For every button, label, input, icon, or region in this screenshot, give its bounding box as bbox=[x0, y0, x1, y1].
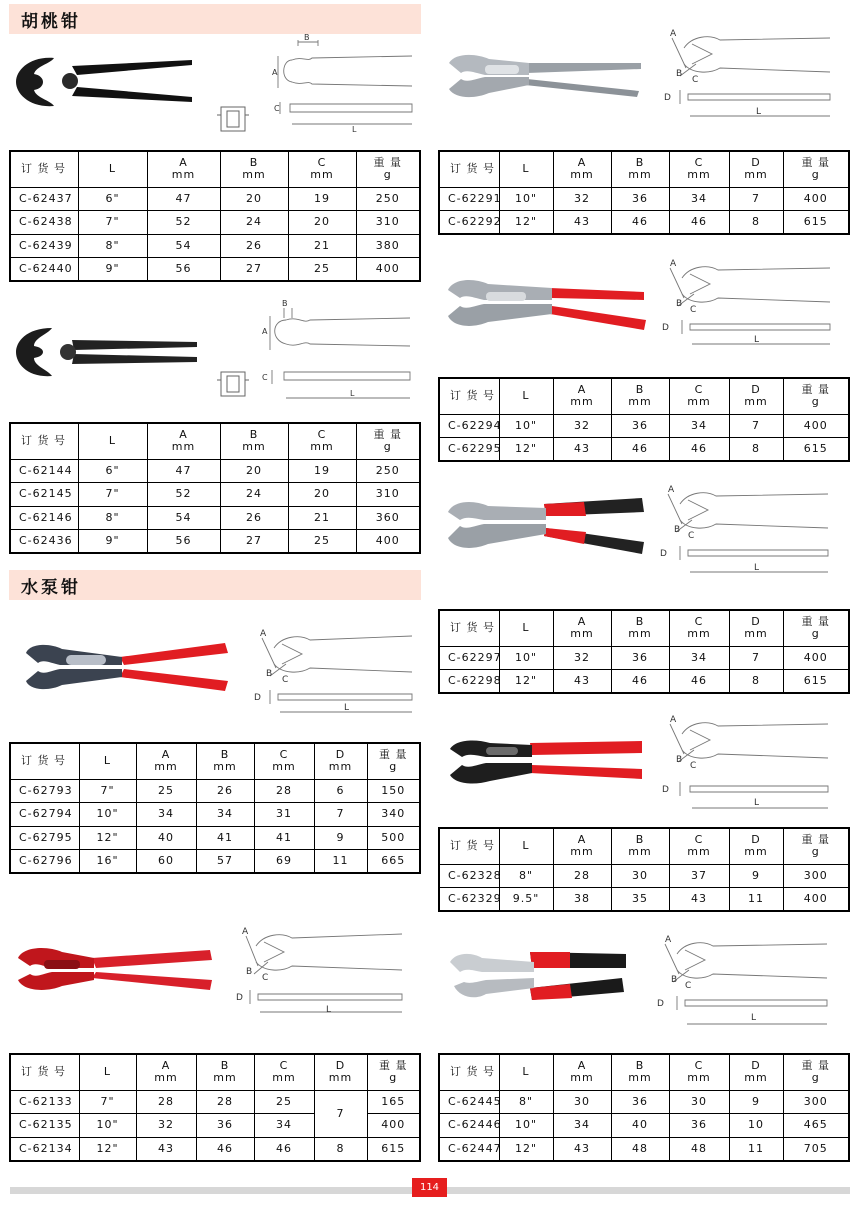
header-c: C mm bbox=[669, 378, 729, 414]
header-c: C mm bbox=[254, 743, 314, 779]
header-d: D mm bbox=[729, 378, 783, 414]
header-weight: 重 量 g bbox=[367, 743, 420, 779]
header-d: D mm bbox=[729, 1054, 783, 1090]
header-c: C mm bbox=[669, 1054, 729, 1090]
header-order-no: 订 货 号 bbox=[10, 743, 79, 779]
pincers-head-view bbox=[215, 103, 251, 135]
header-a: A mm bbox=[553, 610, 611, 646]
water-pump-dimension-drawing bbox=[658, 480, 834, 578]
header-weight: 重 量 g bbox=[367, 1054, 420, 1090]
dim-label-b: B bbox=[246, 967, 253, 977]
dim-label-c: C bbox=[690, 761, 697, 771]
header-weight: 重 量 g bbox=[356, 151, 420, 187]
header-weight: 重 量 g bbox=[783, 1054, 849, 1090]
header-d: D mm bbox=[314, 1054, 367, 1090]
dim-label-l: L bbox=[756, 107, 762, 117]
dim-label-d: D bbox=[664, 93, 671, 103]
dim-label-l: L bbox=[344, 703, 350, 713]
pincers-dimension-drawing bbox=[272, 32, 420, 134]
header-l: L bbox=[499, 828, 553, 864]
dim-label-b: B bbox=[676, 69, 683, 79]
dim-label-b: B bbox=[676, 299, 683, 309]
header-weight: 重 量 g bbox=[356, 423, 420, 459]
dim-label-a: A bbox=[260, 629, 267, 639]
table-row: C-62295 12" 43 46 46 8 615 bbox=[439, 438, 849, 462]
dim-label-b: B bbox=[266, 669, 273, 679]
header-weight: 重 量 g bbox=[783, 151, 849, 187]
header-order-no: 订 货 号 bbox=[10, 423, 78, 459]
spec-table-pincers-1 bbox=[9, 150, 421, 282]
dim-label-c: C bbox=[274, 104, 280, 113]
dim-label-c: C bbox=[262, 373, 268, 382]
header-a: A mm bbox=[147, 151, 220, 187]
dim-label-c: C bbox=[282, 675, 289, 685]
pincers-photo bbox=[12, 322, 202, 382]
water-pump-pliers-photo bbox=[12, 938, 217, 1000]
header-l: L bbox=[499, 378, 553, 414]
spec-table-pincers-2 bbox=[9, 422, 421, 554]
header-a: A mm bbox=[553, 1054, 611, 1090]
dim-label-l: L bbox=[751, 1013, 757, 1023]
header-l: L bbox=[79, 1054, 136, 1090]
dim-label-b: B bbox=[304, 33, 310, 42]
dim-label-d: D bbox=[662, 785, 669, 795]
header-d: D mm bbox=[729, 610, 783, 646]
table-row: C-62297 10" 32 36 34 7 400 bbox=[439, 646, 849, 670]
table-row: C-62436 9" 56 27 25 400 bbox=[10, 530, 420, 554]
header-l: L bbox=[499, 610, 553, 646]
dim-label-c: C bbox=[685, 981, 692, 991]
table-row: C-62292 12" 43 46 46 8 615 bbox=[439, 211, 849, 235]
header-order-no: 订 货 号 bbox=[439, 151, 499, 187]
dim-label-b: B bbox=[674, 525, 681, 535]
dim-label-d: D bbox=[236, 993, 243, 1003]
water-pump-dimension-drawing bbox=[660, 710, 832, 810]
spec-table-water-pump-1 bbox=[9, 742, 421, 874]
table-row: C-62446 10" 34 40 36 10 465 bbox=[439, 1114, 849, 1138]
header-b: B mm bbox=[611, 151, 669, 187]
table-row: C-62134 12" 43 46 46 8 615 bbox=[10, 1137, 420, 1161]
header-order-no: 订 货 号 bbox=[439, 828, 499, 864]
table-row: C-62447 12" 43 48 48 11 705 bbox=[439, 1137, 849, 1161]
dim-label-l: L bbox=[350, 389, 355, 398]
dim-label-c: C bbox=[690, 305, 697, 315]
dim-label-d: D bbox=[657, 999, 664, 1009]
table-row: C-62145 7" 52 24 20 310 bbox=[10, 483, 420, 507]
table-row: C-62298 12" 43 46 46 8 615 bbox=[439, 670, 849, 694]
header-d: D mm bbox=[314, 743, 367, 779]
header-c: C mm bbox=[669, 151, 729, 187]
header-c: C mm bbox=[669, 610, 729, 646]
water-pump-dimension-drawing bbox=[662, 24, 834, 122]
spec-table-water-pump-5 bbox=[438, 609, 850, 694]
water-pump-pliers-photo bbox=[445, 45, 645, 107]
dim-label-a: A bbox=[668, 485, 675, 495]
header-b: B mm bbox=[611, 378, 669, 414]
header-b: B mm bbox=[611, 828, 669, 864]
header-c: C mm bbox=[669, 828, 729, 864]
table-row: C-62440 9" 56 27 25 400 bbox=[10, 258, 420, 282]
spec-table-water-pump-3 bbox=[438, 150, 850, 235]
header-b: B mm bbox=[220, 423, 288, 459]
table-row: C-62294 10" 32 36 34 7 400 bbox=[439, 414, 849, 438]
dim-label-c: C bbox=[688, 531, 695, 541]
header-a: A mm bbox=[136, 1054, 196, 1090]
header-b: B mm bbox=[220, 151, 288, 187]
pincers-dimension-drawing bbox=[258, 296, 418, 404]
header-a: A mm bbox=[147, 423, 220, 459]
table-row: C-62794 10" 34 34 31 7 340 bbox=[10, 803, 420, 827]
table-row: C-62796 16" 60 57 69 11 665 bbox=[10, 850, 420, 874]
water-pump-dimension-drawing bbox=[655, 930, 831, 1030]
spec-table-water-pump-6 bbox=[438, 827, 850, 912]
dim-label-b: B bbox=[282, 299, 288, 308]
dim-label-b: B bbox=[676, 755, 683, 765]
section-title-water-pump-pliers: 水泵钳 bbox=[9, 570, 421, 600]
header-b: B mm bbox=[196, 1054, 254, 1090]
dim-label-c: C bbox=[262, 973, 269, 983]
table-row: C-62133 7" 28 28 25 7 165 bbox=[10, 1090, 420, 1114]
page-number: 114 bbox=[412, 1178, 447, 1197]
water-pump-pliers-photo bbox=[444, 488, 649, 566]
water-pump-pliers-photo bbox=[444, 270, 649, 340]
header-c: C mm bbox=[288, 151, 356, 187]
dim-label-l: L bbox=[352, 125, 357, 134]
header-l: L bbox=[499, 1054, 553, 1090]
spec-table-water-pump-4 bbox=[438, 377, 850, 462]
header-order-no: 订 货 号 bbox=[439, 1054, 499, 1090]
dim-label-a: A bbox=[665, 935, 672, 945]
header-order-no: 订 货 号 bbox=[439, 610, 499, 646]
dim-label-l: L bbox=[754, 335, 760, 345]
table-row: C-62146 8" 54 26 21 360 bbox=[10, 506, 420, 530]
header-order-no: 订 货 号 bbox=[10, 1054, 79, 1090]
spec-table-water-pump-7 bbox=[438, 1053, 850, 1162]
table-row: C-62328 8" 28 30 37 9 300 bbox=[439, 864, 849, 888]
header-weight: 重 量 g bbox=[783, 828, 849, 864]
dim-label-d: D bbox=[254, 693, 261, 703]
header-l: L bbox=[78, 423, 147, 459]
dim-label-a: A bbox=[670, 715, 677, 725]
table-row: C-62135 10" 32 36 34 400 bbox=[10, 1114, 420, 1138]
table-row: C-62795 12" 40 41 41 9 500 bbox=[10, 826, 420, 850]
pincers-photo bbox=[12, 52, 202, 112]
header-a: A mm bbox=[553, 378, 611, 414]
water-pump-pliers-photo bbox=[20, 635, 230, 700]
dim-label-d: D bbox=[662, 323, 669, 333]
table-row: C-62437 6" 47 20 19 250 bbox=[10, 187, 420, 211]
header-l: L bbox=[499, 151, 553, 187]
water-pump-dimension-drawing bbox=[660, 254, 834, 352]
header-l: L bbox=[79, 743, 136, 779]
header-d: D mm bbox=[729, 828, 783, 864]
header-b: B mm bbox=[196, 743, 254, 779]
header-b: B mm bbox=[611, 610, 669, 646]
table-row: C-62793 7" 25 26 28 6 150 bbox=[10, 779, 420, 803]
dim-label-a: A bbox=[262, 327, 268, 336]
pincers-head-view bbox=[215, 368, 251, 400]
header-a: A mm bbox=[553, 151, 611, 187]
dim-label-b: B bbox=[671, 975, 678, 985]
table-row: C-62445 8" 30 36 30 9 300 bbox=[439, 1090, 849, 1114]
table-row: C-62291 10" 32 36 34 7 400 bbox=[439, 187, 849, 211]
table-row: C-62439 8" 54 26 21 380 bbox=[10, 234, 420, 258]
dim-label-c: C bbox=[692, 75, 699, 85]
header-l: L bbox=[78, 151, 147, 187]
header-b: B mm bbox=[611, 1054, 669, 1090]
header-c: C mm bbox=[254, 1054, 314, 1090]
dim-label-a: A bbox=[670, 29, 677, 39]
dim-label-l: L bbox=[754, 563, 760, 573]
table-row: C-62329 9.5" 38 35 43 11 400 bbox=[439, 888, 849, 912]
table-row: C-62144 6" 47 20 19 250 bbox=[10, 459, 420, 483]
water-pump-pliers-photo bbox=[446, 938, 636, 1020]
table-row: C-62438 7" 52 24 20 310 bbox=[10, 211, 420, 235]
dim-label-d: D bbox=[660, 549, 667, 559]
dim-label-l: L bbox=[754, 798, 760, 808]
dim-label-l: L bbox=[326, 1005, 332, 1015]
header-d: D mm bbox=[729, 151, 783, 187]
dim-label-a: A bbox=[242, 927, 249, 937]
header-weight: 重 量 g bbox=[783, 610, 849, 646]
header-weight: 重 量 g bbox=[783, 378, 849, 414]
header-a: A mm bbox=[553, 828, 611, 864]
section-title-walnut-pliers: 胡桃钳 bbox=[9, 4, 421, 34]
spec-table-water-pump-2 bbox=[9, 1053, 421, 1162]
dim-label-a: A bbox=[272, 68, 278, 77]
header-a: A mm bbox=[136, 743, 196, 779]
header-c: C mm bbox=[288, 423, 356, 459]
water-pump-pliers-photo bbox=[446, 735, 646, 791]
water-pump-dimension-drawing bbox=[236, 922, 406, 1018]
water-pump-dimension-drawing bbox=[252, 624, 417, 716]
dim-label-a: A bbox=[670, 259, 677, 269]
header-order-no: 订 货 号 bbox=[10, 151, 78, 187]
header-order-no: 订 货 号 bbox=[439, 378, 499, 414]
